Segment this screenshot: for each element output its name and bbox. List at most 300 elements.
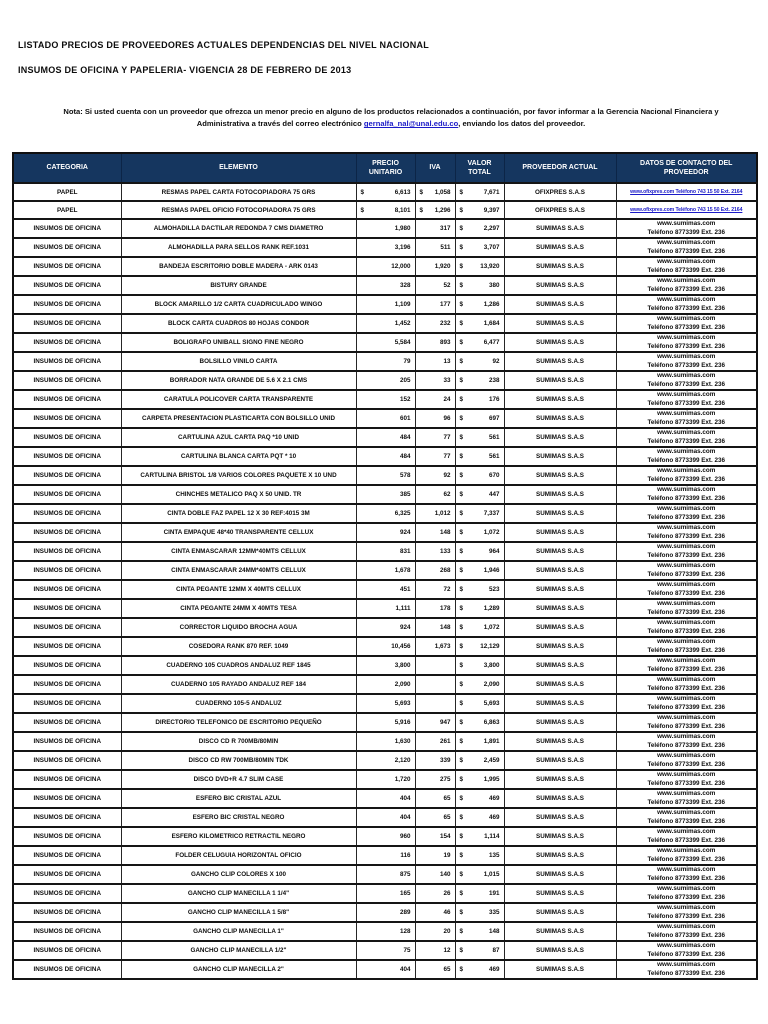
- iva-cell-value: 154: [439, 833, 451, 840]
- proveedor-cell: SUMIMAS S.A.S: [504, 675, 616, 694]
- valor-total-cell: [455, 656, 504, 675]
- contacto-cell: [616, 922, 757, 941]
- categoria-cell: INSUMOS DE OFICINA: [13, 504, 121, 523]
- contact-line: Teléfono 8773399 Ext. 236: [647, 228, 726, 236]
- contacto-cell: [616, 656, 757, 675]
- note-text-after: , enviando los datos del proveedor.: [458, 119, 586, 129]
- contact-line: www.sumimas.com: [657, 923, 716, 930]
- contact-line: Teléfono 8773399 Ext. 236: [647, 817, 726, 825]
- note-text-before: Nota: Si usted cuenta con un proveedor que ofrezca un menor precio en alguno de los productos relacionados a continuación, por favor informar a la Gerencia Nacional Financiera y Administrativa a través del correo electrónico: [63, 107, 719, 129]
- currency-symbol: $: [459, 795, 464, 802]
- precio-unitario-cell-value: 404: [399, 795, 411, 802]
- table-row: [13, 183, 757, 201]
- table-row: [13, 903, 757, 922]
- contact-line: www.sumimas.com: [657, 771, 716, 778]
- contacto-cell: [616, 466, 757, 485]
- valor-total-cell-value: 697: [488, 415, 500, 422]
- valor-total-cell-value: 87: [492, 947, 500, 954]
- valor-total-cell: [455, 183, 504, 201]
- email-link[interactable]: gernalfa_nal@unal.edu.co: [363, 119, 459, 129]
- contact-line: Teléfono 8773399 Ext. 236: [647, 380, 726, 388]
- valor-total-cell-value: 3,707: [483, 244, 500, 251]
- contact-line: Teléfono 8773399 Ext. 236: [647, 304, 726, 312]
- contact-line: www.sumimas.com: [657, 220, 716, 227]
- contact-line: Teléfono 8773399 Ext. 236: [647, 285, 726, 293]
- iva-cell: [415, 295, 455, 314]
- contact-line: www.sumimas.com: [657, 258, 716, 265]
- categoria-cell: INSUMOS DE OFICINA: [13, 409, 121, 428]
- categoria-cell: INSUMOS DE OFICINA: [13, 219, 121, 238]
- proveedor-contact-link[interactable]: www.ofixpres.com Teléfono 743 15 50 Ext. 2164: [630, 206, 743, 213]
- iva-cell: [415, 238, 455, 257]
- elemento-cell: DISCO DVD+R 4.7 SLIM CASE: [121, 770, 356, 789]
- precio-unitario-cell-value: 404: [399, 966, 411, 973]
- table-row: [13, 561, 757, 580]
- currency-symbol: $: [459, 719, 464, 726]
- categoria-cell: PAPEL: [13, 201, 121, 219]
- contacto-cell: [616, 675, 757, 694]
- proveedor-cell: SUMIMAS S.A.S: [504, 504, 616, 523]
- valor-total-cell: [455, 637, 504, 656]
- iva-cell: [415, 201, 455, 219]
- elemento-cell: CINTA EMPAQUE 48*40 TRANSPARENTE CELLUX: [121, 523, 356, 542]
- contact-line: Teléfono 8773399 Ext. 236: [647, 399, 726, 407]
- document-title-line1: LISTADO PRECIOS DE PROVEEDORES ACTUALES DEPENDENCIAS DEL NIVEL NACIONAL: [18, 40, 429, 50]
- column-header-0: CATEGORIA: [13, 153, 121, 183]
- currency-symbol: $: [459, 966, 464, 973]
- precio-unitario-cell: [356, 542, 415, 561]
- valor-total-cell: [455, 770, 504, 789]
- valor-total-cell: [455, 542, 504, 561]
- contact-line: Teléfono 8773399 Ext. 236: [647, 684, 726, 692]
- precio-unitario-cell-value: 484: [399, 453, 411, 460]
- precio-unitario-cell: [356, 485, 415, 504]
- iva-cell: [415, 694, 455, 713]
- contact-line: www.sumimas.com: [657, 733, 716, 740]
- iva-cell: [415, 580, 455, 599]
- valor-total-cell: [455, 257, 504, 276]
- contact-line: www.sumimas.com: [657, 695, 716, 702]
- contacto-cell: [616, 314, 757, 333]
- elemento-cell: DIRECTORIO TELEFONICO DE ESCRITORIO PEQUEÑO: [121, 713, 356, 732]
- precio-unitario-cell-value: 875: [399, 871, 411, 878]
- table-row: [13, 219, 757, 238]
- contact-line: Teléfono 8773399 Ext. 236: [647, 494, 726, 502]
- precio-unitario-cell-value: 6,613: [394, 188, 411, 196]
- currency-symbol: $: [459, 890, 464, 897]
- currency-symbol: $: [459, 206, 464, 214]
- iva-cell: [415, 523, 455, 542]
- valor-total-cell: [455, 599, 504, 618]
- iva-cell-value: 62: [443, 491, 451, 498]
- contacto-cell: [616, 846, 757, 865]
- precio-unitario-cell-value: 1,630: [394, 738, 411, 745]
- precio-unitario-cell-value: 578: [399, 472, 411, 479]
- precio-unitario-cell: [356, 390, 415, 409]
- iva-cell: [415, 183, 455, 201]
- contacto-cell: [616, 409, 757, 428]
- iva-cell-value: 178: [439, 605, 451, 612]
- iva-cell-value: 275: [439, 776, 451, 783]
- valor-total-cell: [455, 713, 504, 732]
- precio-unitario-cell: [356, 618, 415, 637]
- precio-unitario-cell-value: 152: [399, 396, 411, 403]
- categoria-cell: INSUMOS DE OFICINA: [13, 656, 121, 675]
- valor-total-cell: [455, 390, 504, 409]
- contact-line: Teléfono 8773399 Ext. 236: [647, 247, 726, 255]
- contact-line: www.sumimas.com: [657, 543, 716, 550]
- contact-line: Teléfono 8773399 Ext. 236: [647, 836, 726, 844]
- iva-cell: [415, 751, 455, 770]
- precio-unitario-cell: [356, 428, 415, 447]
- precio-unitario-cell-value: 6,325: [394, 510, 411, 517]
- valor-total-cell-value: 12,129: [480, 643, 500, 650]
- elemento-cell: CINTA PEGANTE 24MM X 40MTS TESA: [121, 599, 356, 618]
- table-row: [13, 333, 757, 352]
- categoria-cell: INSUMOS DE OFICINA: [13, 827, 121, 846]
- table-row: [13, 599, 757, 618]
- precio-unitario-cell-value: 289: [399, 909, 411, 916]
- proveedor-cell: SUMIMAS S.A.S: [504, 808, 616, 827]
- categoria-cell: INSUMOS DE OFICINA: [13, 694, 121, 713]
- valor-total-cell: [455, 960, 504, 979]
- contact-line: Teléfono 8773399 Ext. 236: [647, 323, 726, 331]
- currency-symbol: $: [459, 339, 464, 346]
- table-row: [13, 485, 757, 504]
- table-row: [13, 466, 757, 485]
- currency-symbol: $: [459, 529, 464, 536]
- valor-total-cell: [455, 618, 504, 637]
- contact-line: Teléfono 8773399 Ext. 236: [647, 912, 726, 920]
- contact-line: Teléfono 8773399 Ext. 236: [647, 798, 726, 806]
- categoria-cell: INSUMOS DE OFICINA: [13, 922, 121, 941]
- contacto-cell: [616, 599, 757, 618]
- valor-total-cell-value: 469: [488, 814, 500, 821]
- contacto-cell: [616, 808, 757, 827]
- valor-total-cell: [455, 523, 504, 542]
- proveedor-cell: SUMIMAS S.A.S: [504, 637, 616, 656]
- contact-line: Teléfono 8773399 Ext. 236: [647, 950, 726, 958]
- contacto-cell: [616, 827, 757, 846]
- contact-line: www.sumimas.com: [657, 866, 716, 873]
- price-table: [12, 152, 758, 980]
- contact-line: www.sumimas.com: [657, 372, 716, 379]
- iva-cell: [415, 257, 455, 276]
- valor-total-cell-value: 176: [488, 396, 500, 403]
- table-row: [13, 789, 757, 808]
- iva-cell: [415, 922, 455, 941]
- valor-total-cell: [455, 485, 504, 504]
- iva-cell: [415, 789, 455, 808]
- precio-unitario-cell-value: 3,196: [394, 244, 411, 251]
- contact-line: Teléfono 8773399 Ext. 236: [647, 361, 726, 369]
- elemento-cell: GANCHO CLIP MANECILLA 1 1/4": [121, 884, 356, 903]
- valor-total-cell-value: 3,800: [483, 662, 500, 669]
- categoria-cell: INSUMOS DE OFICINA: [13, 960, 121, 979]
- proveedor-cell: SUMIMAS S.A.S: [504, 694, 616, 713]
- precio-unitario-cell: [356, 523, 415, 542]
- contact-line: www.sumimas.com: [657, 714, 716, 721]
- valor-total-cell: [455, 314, 504, 333]
- contacto-cell: [616, 580, 757, 599]
- categoria-cell: INSUMOS DE OFICINA: [13, 865, 121, 884]
- currency-symbol: $: [459, 415, 464, 422]
- valor-total-cell: [455, 201, 504, 219]
- currency-symbol: $: [459, 586, 464, 593]
- elemento-cell: FOLDER CELUGUIA HORIZONTAL OFICIO: [121, 846, 356, 865]
- valor-total-cell-value: 561: [488, 453, 500, 460]
- precio-unitario-cell: [356, 580, 415, 599]
- iva-cell: [415, 941, 455, 960]
- contacto-cell: [616, 238, 757, 257]
- contact-line: www.sumimas.com: [657, 353, 716, 360]
- contacto-cell: [616, 276, 757, 295]
- valor-total-cell: [455, 732, 504, 751]
- elemento-cell: GANCHO CLIP MANECILLA 1 5/8": [121, 903, 356, 922]
- precio-unitario-cell: [356, 922, 415, 941]
- contact-line: www.sumimas.com: [657, 391, 716, 398]
- precio-unitario-cell-value: 1,720: [394, 776, 411, 783]
- contact-line: www.sumimas.com: [657, 638, 716, 645]
- valor-total-cell-value: 561: [488, 434, 500, 441]
- contacto-cell: [616, 903, 757, 922]
- table-row: [13, 846, 757, 865]
- precio-unitario-cell: [356, 732, 415, 751]
- categoria-cell: INSUMOS DE OFICINA: [13, 751, 121, 770]
- contact-line: www.sumimas.com: [657, 505, 716, 512]
- proveedor-cell: SUMIMAS S.A.S: [504, 466, 616, 485]
- precio-unitario-cell-value: 831: [399, 548, 411, 555]
- iva-cell: [415, 618, 455, 637]
- contact-line: www.sumimas.com: [657, 448, 716, 455]
- elemento-cell: CARATULA POLICOVER CARTA TRANSPARENTE: [121, 390, 356, 409]
- valor-total-cell: [455, 903, 504, 922]
- categoria-cell: INSUMOS DE OFICINA: [13, 238, 121, 257]
- table-row: [13, 827, 757, 846]
- iva-cell-value: 511: [440, 244, 451, 251]
- iva-cell: [415, 333, 455, 352]
- table-row: [13, 371, 757, 390]
- precio-unitario-cell: [356, 960, 415, 979]
- contacto-cell: [616, 618, 757, 637]
- contacto-cell: [616, 257, 757, 276]
- elemento-cell: ALMOHADILLA DACTILAR REDONDA 7 CMS DIAMETRO: [121, 219, 356, 238]
- precio-unitario-cell: [356, 865, 415, 884]
- precio-unitario-cell: [356, 183, 415, 201]
- iva-cell: [415, 390, 455, 409]
- proveedor-cell: SUMIMAS S.A.S: [504, 789, 616, 808]
- elemento-cell: CORRECTOR LIQUIDO BROCHA AGUA: [121, 618, 356, 637]
- contact-line: www.sumimas.com: [657, 581, 716, 588]
- iva-cell-value: 148: [439, 529, 451, 536]
- contacto-cell: [616, 713, 757, 732]
- contact-line: Teléfono 8773399 Ext. 236: [647, 969, 726, 977]
- categoria-cell: INSUMOS DE OFICINA: [13, 333, 121, 352]
- currency-symbol: $: [459, 700, 464, 707]
- table-row: [13, 257, 757, 276]
- categoria-cell: INSUMOS DE OFICINA: [13, 561, 121, 580]
- proveedor-cell: SUMIMAS S.A.S: [504, 580, 616, 599]
- currency-symbol: $: [360, 188, 365, 196]
- price-table-body: [13, 183, 757, 979]
- iva-cell-value: 24: [443, 396, 451, 403]
- currency-symbol: $: [459, 263, 464, 270]
- contact-line: www.sumimas.com: [657, 676, 716, 683]
- precio-unitario-cell: [356, 675, 415, 694]
- proveedor-cell: SUMIMAS S.A.S: [504, 238, 616, 257]
- contact-line: www.sumimas.com: [657, 277, 716, 284]
- elemento-cell: BLOCK CARTA CUADROS 80 HOJAS CONDOR: [121, 314, 356, 333]
- table-row: [13, 618, 757, 637]
- precio-unitario-cell: [356, 201, 415, 219]
- table-row: [13, 523, 757, 542]
- valor-total-cell: [455, 409, 504, 428]
- precio-unitario-cell-value: 1,980: [394, 225, 411, 232]
- valor-total-cell: [455, 827, 504, 846]
- categoria-cell: INSUMOS DE OFICINA: [13, 580, 121, 599]
- contact-line: Teléfono 8773399 Ext. 236: [647, 665, 726, 673]
- table-row: [13, 865, 757, 884]
- proveedor-contact-link[interactable]: www.ofixpres.com Teléfono 743 15 50 Ext. 2164: [630, 188, 743, 195]
- valor-total-cell-value: 92: [492, 358, 500, 365]
- precio-unitario-cell-value: 128: [399, 928, 411, 935]
- proveedor-cell: SUMIMAS S.A.S: [504, 884, 616, 903]
- valor-total-cell-value: 13,920: [480, 263, 500, 270]
- contacto-cell: [616, 295, 757, 314]
- valor-total-cell-value: 1,114: [484, 833, 500, 840]
- contact-line: www.sumimas.com: [657, 942, 716, 949]
- elemento-cell: CINTA PEGANTE 12MM X 40MTS CELLUX: [121, 580, 356, 599]
- valor-total-cell-value: 191: [488, 890, 500, 897]
- precio-unitario-cell: [356, 599, 415, 618]
- elemento-cell: CINTA ENMASCARAR 24MM*40MTS CELLUX: [121, 561, 356, 580]
- currency-symbol: $: [459, 909, 464, 916]
- proveedor-cell: SUMIMAS S.A.S: [504, 865, 616, 884]
- elemento-cell: DISCO CD R 700MB/80MIN: [121, 732, 356, 751]
- valor-total-cell-value: 670: [488, 472, 500, 479]
- iva-cell-value: 339: [439, 757, 451, 764]
- contacto-cell: [616, 789, 757, 808]
- iva-cell: [415, 675, 455, 694]
- valor-total-cell-value: 135: [488, 852, 500, 859]
- iva-cell: [415, 713, 455, 732]
- contact-line: Teléfono 8773399 Ext. 236: [647, 266, 726, 274]
- precio-unitario-cell: [356, 447, 415, 466]
- precio-unitario-cell: [356, 941, 415, 960]
- valor-total-cell: [455, 922, 504, 941]
- iva-cell: [415, 466, 455, 485]
- proveedor-cell: SUMIMAS S.A.S: [504, 523, 616, 542]
- precio-unitario-cell-value: 5,584: [394, 339, 411, 346]
- contact-line: Teléfono 8773399 Ext. 236: [647, 589, 726, 597]
- contact-line: Teléfono 8773399 Ext. 236: [647, 646, 726, 654]
- categoria-cell: INSUMOS DE OFICINA: [13, 523, 121, 542]
- iva-cell-value: 1,012: [434, 510, 451, 517]
- iva-cell-value: 46: [443, 909, 451, 916]
- contact-line: Teléfono 8773399 Ext. 236: [647, 893, 726, 901]
- precio-unitario-cell-value: 601: [399, 415, 411, 422]
- table-row: [13, 884, 757, 903]
- elemento-cell: ALMOHADILLA PARA SELLOS RANK REF.1031: [121, 238, 356, 257]
- contacto-cell: [616, 390, 757, 409]
- elemento-cell: ESFERO BIC CRISTAL AZUL: [121, 789, 356, 808]
- precio-unitario-cell: [356, 219, 415, 238]
- contacto-cell: [616, 941, 757, 960]
- categoria-cell: INSUMOS DE OFICINA: [13, 884, 121, 903]
- iva-cell: [415, 219, 455, 238]
- proveedor-cell: SUMIMAS S.A.S: [504, 352, 616, 371]
- proveedor-cell: SUMIMAS S.A.S: [504, 390, 616, 409]
- categoria-cell: INSUMOS DE OFICINA: [13, 770, 121, 789]
- elemento-cell: RESMAS PAPEL OFICIO FOTOCOPIADORA 75 GRS: [121, 201, 356, 219]
- precio-unitario-cell: [356, 903, 415, 922]
- iva-cell: [415, 371, 455, 390]
- proveedor-cell: SUMIMAS S.A.S: [504, 257, 616, 276]
- precio-unitario-cell: [356, 751, 415, 770]
- iva-cell: [415, 352, 455, 371]
- table-row: [13, 637, 757, 656]
- valor-total-cell: [455, 219, 504, 238]
- table-row: [13, 770, 757, 789]
- elemento-cell: CARTULINA BRISTOL 1/8 VARIOS COLORES PAQUETE X 10 UND: [121, 466, 356, 485]
- precio-unitario-cell-value: 5,916: [394, 719, 411, 726]
- iva-cell-value: 1,673: [434, 643, 451, 650]
- valor-total-cell-value: 7,671: [483, 188, 500, 196]
- precio-unitario-cell: [356, 295, 415, 314]
- table-row: [13, 276, 757, 295]
- iva-cell: [415, 504, 455, 523]
- elemento-cell: BOLSILLO VINILO CARTA: [121, 352, 356, 371]
- iva-cell: [415, 732, 455, 751]
- currency-symbol: $: [459, 662, 464, 669]
- contacto-cell: [616, 504, 757, 523]
- valor-total-cell: [455, 789, 504, 808]
- contact-line: www.sumimas.com: [657, 410, 716, 417]
- currency-symbol: $: [459, 643, 464, 650]
- contact-line: www.sumimas.com: [657, 961, 716, 968]
- iva-cell: [415, 656, 455, 675]
- categoria-cell: INSUMOS DE OFICINA: [13, 257, 121, 276]
- column-header-4: VALOR TOTAL: [455, 153, 504, 183]
- table-row: [13, 409, 757, 428]
- contacto-cell: [616, 637, 757, 656]
- currency-symbol: $: [459, 244, 464, 251]
- valor-total-cell-value: 1,015: [483, 871, 500, 878]
- valor-total-cell-value: 2,090: [483, 681, 500, 688]
- categoria-cell: INSUMOS DE OFICINA: [13, 637, 121, 656]
- categoria-cell: INSUMOS DE OFICINA: [13, 447, 121, 466]
- iva-cell-value: 20: [443, 928, 451, 935]
- currency-symbol: $: [459, 510, 464, 517]
- iva-cell: [415, 599, 455, 618]
- currency-symbol: $: [459, 548, 464, 555]
- iva-cell-value: 52: [443, 282, 451, 289]
- precio-unitario-cell-value: 5,693: [394, 700, 411, 707]
- currency-symbol: $: [419, 188, 424, 196]
- contact-line: www.sumimas.com: [657, 429, 716, 436]
- proveedor-cell: SUMIMAS S.A.S: [504, 371, 616, 390]
- categoria-cell: INSUMOS DE OFICINA: [13, 675, 121, 694]
- contact-line: www.sumimas.com: [657, 847, 716, 854]
- table-row: [13, 352, 757, 371]
- contact-line: Teléfono 8773399 Ext. 236: [647, 855, 726, 863]
- proveedor-cell: SUMIMAS S.A.S: [504, 618, 616, 637]
- contact-line: Teléfono 8773399 Ext. 236: [647, 437, 726, 445]
- currency-symbol: $: [459, 567, 464, 574]
- valor-total-cell-value: 5,693: [483, 700, 500, 707]
- precio-unitario-cell: [356, 333, 415, 352]
- precio-unitario-cell-value: 1,109: [394, 301, 411, 308]
